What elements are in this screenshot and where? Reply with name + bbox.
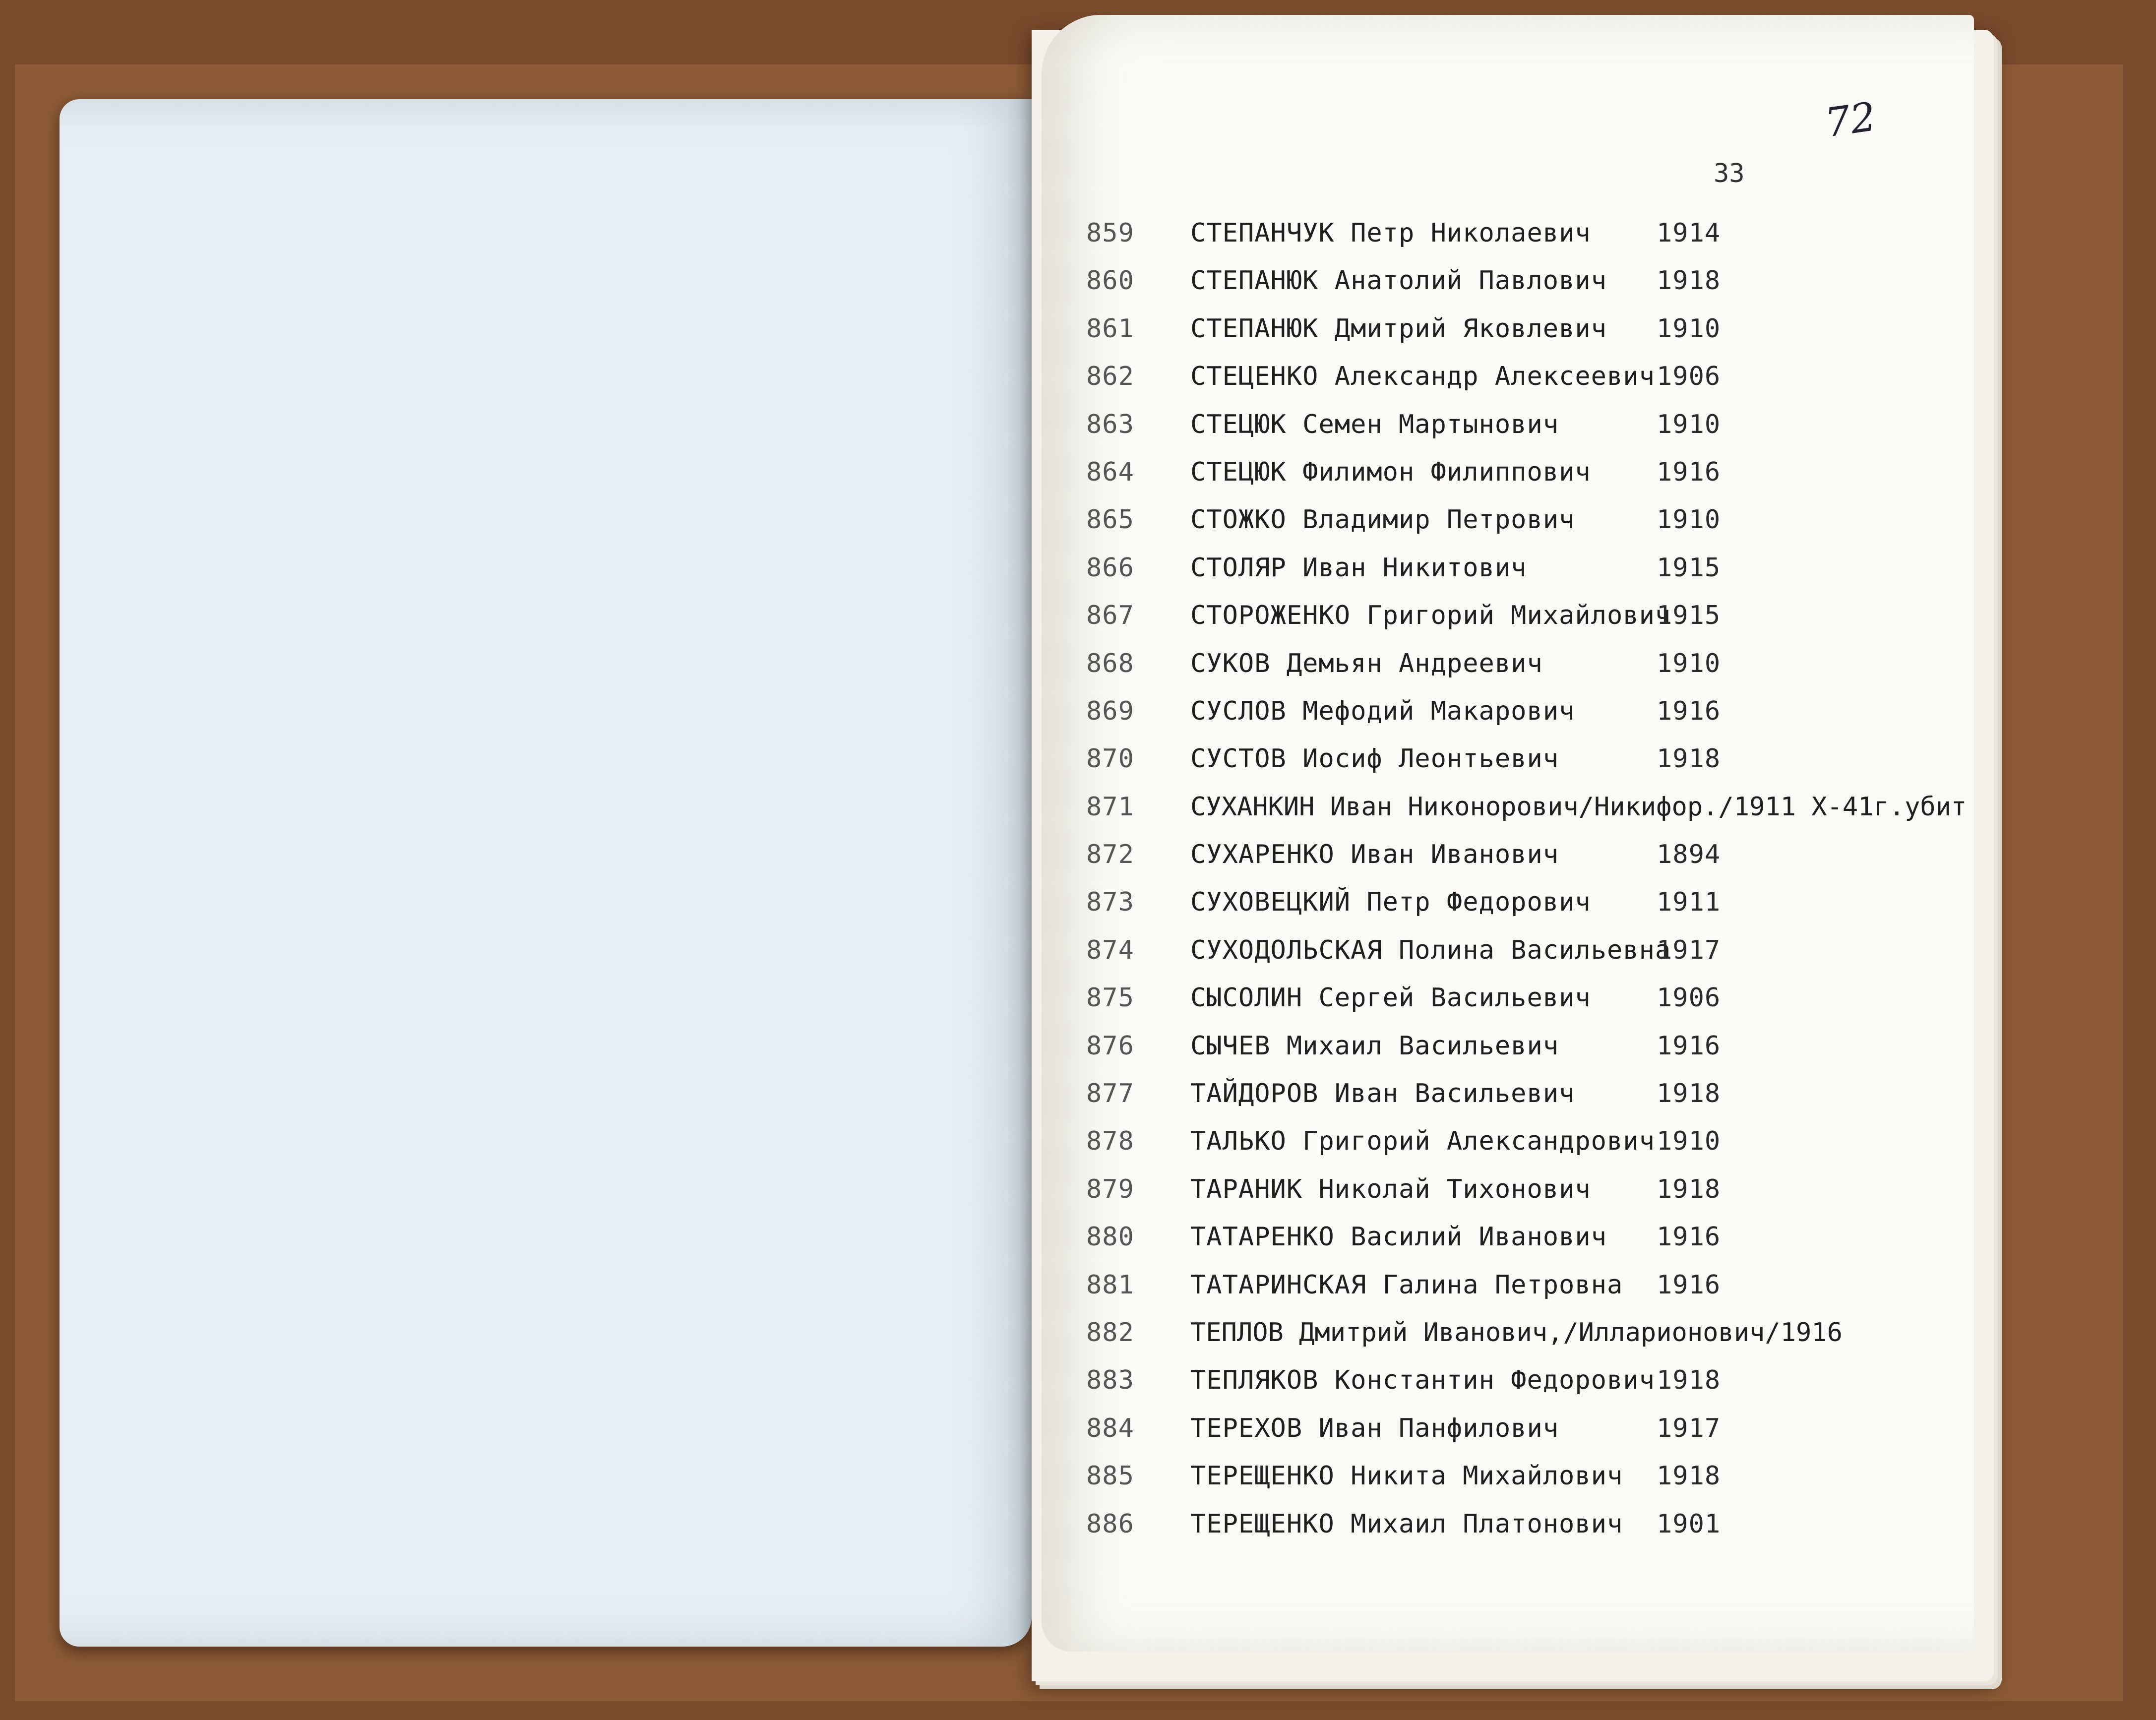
entry-name: СТЕПАНЮК Дмитрий Яковлевич (1190, 313, 1607, 344)
entry-number: 873 (1086, 887, 1134, 918)
entry-year: 1901 (1657, 1509, 1721, 1539)
entry-number: 878 (1086, 1126, 1134, 1157)
entry-year: 1910 (1657, 1126, 1721, 1157)
list-item (1086, 1174, 1929, 1222)
list-item (1086, 1461, 1929, 1509)
entry-name: СУХОДОЛЬСКАЯ Полина Васильевна (1190, 935, 1671, 965)
entry-name: ТЕРЕХОВ Иван Панфилович (1190, 1413, 1559, 1443)
entry-year: 1917 (1657, 1413, 1721, 1443)
entry-year: 1910 (1657, 505, 1721, 535)
entry-number: 865 (1086, 505, 1134, 535)
entry-number: 862 (1086, 362, 1134, 392)
entry-number: 874 (1086, 935, 1134, 965)
list-item (1086, 1270, 1929, 1318)
entry-year: 1916 (1657, 1222, 1721, 1252)
entry-name: СЫЧЕВ Михаил Васильевич (1190, 1031, 1559, 1061)
entry-number: 885 (1086, 1461, 1134, 1491)
list-item (1086, 744, 1929, 792)
entry-number: 869 (1086, 696, 1134, 726)
entry-year: 1915 (1657, 601, 1721, 631)
entry-year: 1915 (1657, 553, 1721, 583)
entry-name: ТЕПЛОВ Дмитрий Иванович,/Илларионович/1916 (1190, 1317, 1843, 1348)
list-item (1086, 218, 1929, 266)
entry-number: 881 (1086, 1270, 1134, 1300)
list-item (1086, 1365, 1929, 1413)
entry-name: СУХАНКИН Иван Никонорович/Никифор./1911 Х-41г.убит (1190, 792, 1967, 822)
entry-year: 1894 (1657, 840, 1721, 870)
entry-name: СУСЛОВ Мефодий Макарович (1190, 696, 1575, 726)
entry-name: СТЕЦЮК Семен Мартынович (1190, 409, 1559, 439)
entry-name: СЫСОЛИН Сергей Васильевич (1190, 983, 1591, 1013)
list-item (1086, 362, 1929, 409)
entry-number: 884 (1086, 1413, 1134, 1443)
entry-name: ТЕРЕЩЕНКО Михаил Платонович (1190, 1509, 1623, 1539)
entry-number: 879 (1086, 1174, 1134, 1204)
list-item (1086, 1031, 1929, 1079)
entry-year: 1918 (1657, 1079, 1721, 1109)
list-item (1086, 1509, 1929, 1557)
entry-name: СТЕПАНЮК Анатолий Павлович (1190, 266, 1607, 296)
list-item (1086, 649, 1929, 696)
entry-name: ТАТАРИНСКАЯ Галина Петровна (1190, 1270, 1623, 1300)
list-item (1086, 266, 1929, 313)
entry-number: 866 (1086, 553, 1134, 583)
entry-year: 1906 (1657, 983, 1721, 1013)
entry-year: 1916 (1657, 1031, 1721, 1061)
entry-name: СУСТОВ Иосиф Леонтьевич (1190, 744, 1559, 774)
entry-name: СТОРОЖЕНКО Григорий Михайлович (1190, 601, 1671, 631)
entry-name: ТЕРЕЩЕНКО Никита Михайлович (1190, 1461, 1623, 1491)
entry-name: СУХАРЕНКО Иван Иванович (1190, 840, 1559, 870)
list-item (1086, 1222, 1929, 1270)
entry-name: СТЕЦЮК Филимон Филиппович (1190, 457, 1591, 487)
list-item (1086, 1318, 1929, 1365)
roster-list (1086, 218, 1967, 1557)
list-item (1086, 887, 1929, 935)
list-item (1086, 457, 1929, 505)
entry-number: 872 (1086, 840, 1134, 870)
entry-number: 876 (1086, 1031, 1134, 1061)
list-item (1086, 1079, 1929, 1126)
entry-number: 860 (1086, 266, 1134, 296)
list-item (1086, 314, 1929, 362)
entry-name: ТАЛЬКО Григорий Александрович (1190, 1126, 1655, 1157)
entry-year: 1917 (1657, 935, 1721, 965)
entry-year: 1914 (1657, 218, 1721, 248)
entry-number: 870 (1086, 744, 1134, 774)
entry-year: 1911 (1657, 887, 1721, 918)
entry-year: 1910 (1657, 313, 1721, 344)
entry-name: СТЕЦЕНКО Александр Алексеевич (1190, 362, 1655, 392)
list-item (1086, 1413, 1929, 1461)
entry-number: 863 (1086, 409, 1134, 439)
entry-year: 1910 (1657, 648, 1721, 678)
entry-name: СТОЖКО Владимир Петрович (1190, 505, 1575, 535)
entry-name: СУХОВЕЦКИЙ Петр Федорович (1190, 887, 1591, 918)
entry-name: ТАЙДОРОВ Иван Васильевич (1190, 1079, 1575, 1109)
list-item (1086, 553, 1929, 601)
list-item (1086, 505, 1929, 553)
page-number: 33 (1714, 159, 1745, 188)
entry-number: 883 (1086, 1365, 1134, 1396)
entry-year: 1918 (1657, 1461, 1721, 1491)
list-item (1086, 1126, 1929, 1174)
entry-name: СТОЛЯР Иван Никитович (1190, 553, 1527, 583)
entry-number: 859 (1086, 218, 1134, 248)
entry-number: 864 (1086, 457, 1134, 487)
entry-name: ТЕПЛЯКОВ Константин Федорович (1190, 1365, 1655, 1396)
sheet-number-handwritten: 72 (1822, 93, 1879, 146)
entry-number: 875 (1086, 983, 1134, 1013)
entry-year: 1916 (1657, 1270, 1721, 1300)
entry-year: 1906 (1657, 362, 1721, 392)
entry-year: 1910 (1657, 409, 1721, 439)
list-item (1086, 983, 1929, 1031)
entry-year: 1918 (1657, 744, 1721, 774)
list-item (1086, 601, 1929, 648)
entry-name: ТАРАНИК Николай Тихонович (1190, 1174, 1591, 1204)
entry-year: 1918 (1657, 1365, 1721, 1396)
list-item (1086, 792, 1967, 840)
entry-name: СУКОВ Демьян Андреевич (1190, 648, 1543, 678)
entry-number: 880 (1086, 1222, 1134, 1252)
entry-year: 1918 (1657, 266, 1721, 296)
list-item (1086, 410, 1929, 457)
list-item (1086, 840, 1929, 887)
entry-number: 886 (1086, 1509, 1134, 1539)
entry-name: ТАТАРЕНКО Василий Иванович (1190, 1222, 1607, 1252)
left-page (60, 99, 1032, 1647)
entry-number: 861 (1086, 313, 1134, 344)
entry-number: 882 (1086, 1317, 1134, 1348)
entry-number: 867 (1086, 601, 1134, 631)
entry-number: 868 (1086, 648, 1134, 678)
entry-number: 877 (1086, 1079, 1134, 1109)
list-item (1086, 935, 1929, 983)
entry-year: 1916 (1657, 696, 1721, 726)
entry-year: 1916 (1657, 457, 1721, 487)
entry-number: 871 (1086, 792, 1134, 822)
list-item (1086, 696, 1929, 744)
entry-name: СТЕПАНЧУК Петр Николаевич (1190, 218, 1591, 248)
entry-year: 1918 (1657, 1174, 1721, 1204)
